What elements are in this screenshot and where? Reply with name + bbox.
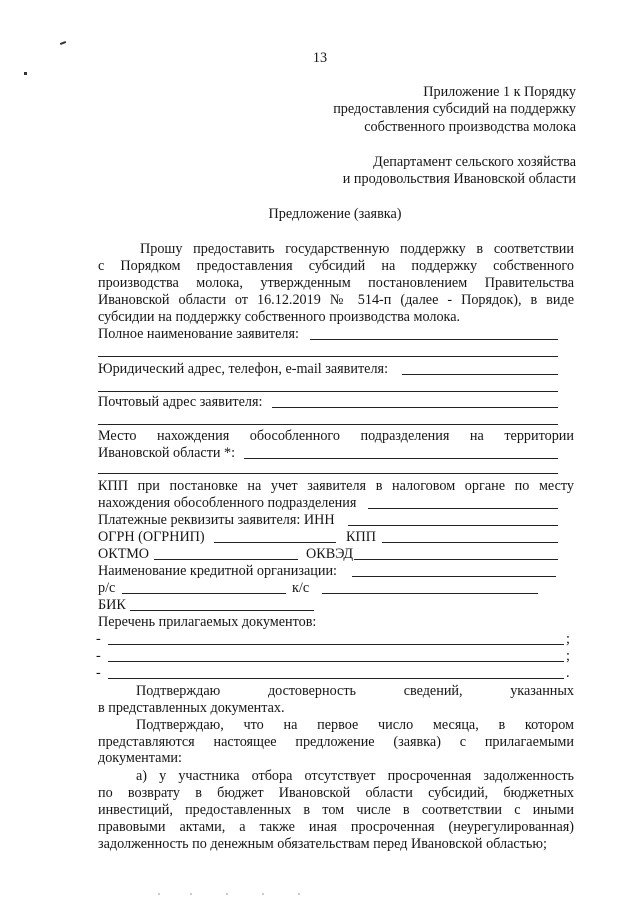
- subdivision-location-field[interactable]: [244, 458, 558, 459]
- intro-line-3: производства молока, утвержденным постановлением Правительства: [98, 275, 574, 291]
- annex-line-3: собственного производства молока: [364, 119, 576, 135]
- kpp-field[interactable]: [382, 542, 558, 543]
- confirmation-1-line-2: в представленных документах.: [98, 700, 285, 716]
- legal-address-field[interactable]: [402, 374, 558, 375]
- confirmation-2-line-2: представляются настоящее предложение (заявка) с прилагаемыми: [98, 734, 574, 750]
- scan-bleed: [190, 893, 192, 895]
- payment-inn-label: Платежные реквизиты заявителя: ИНН: [98, 512, 335, 528]
- annex-line-2: предоставления субсидий на поддержку: [333, 101, 576, 117]
- kpp-label: КПП: [346, 529, 376, 545]
- documents-list-label: Перечень прилагаемых документов:: [98, 614, 317, 630]
- okved-label: ОКВЭД: [306, 546, 354, 562]
- bank-name-label: Наименование кредитной организации:: [98, 563, 337, 579]
- scan-bleed: [158, 893, 160, 895]
- rs-label: р/с: [98, 580, 116, 596]
- confirmation-2-line-3: документами:: [98, 750, 182, 766]
- list-dash: -: [96, 665, 101, 681]
- confirmation-3-line-2: по возврату в бюджет Ивановской области субсидий, бюджетных: [98, 785, 574, 801]
- bik-label: БИК: [98, 597, 126, 613]
- confirmation-3-line-3: инвестиций, предоставленных в том числе в соответствии с иными: [98, 802, 574, 818]
- full-name-field[interactable]: [310, 339, 558, 340]
- legal-address-label: Юридический адрес, телефон, e-mail заявителя:: [98, 361, 389, 377]
- legal-address-field-continued[interactable]: [98, 391, 558, 392]
- confirmation-2-line-1: Подтверждаю, что на первое число месяца, в котором: [136, 717, 574, 733]
- scan-bleed: [298, 893, 300, 895]
- intro-line-2: с Порядком предоставления субсидий на поддержку собственного: [98, 258, 574, 274]
- scan-speck: [24, 72, 27, 75]
- confirmation-3-line-5: задолженность по денежным обязательствам перед Ивановской областью;: [98, 836, 547, 852]
- postal-address-field-continued[interactable]: [98, 424, 558, 425]
- page-number: 13: [312, 50, 328, 66]
- rs-field[interactable]: [122, 593, 286, 594]
- ks-label: к/с: [292, 580, 310, 596]
- bank-name-field[interactable]: [352, 576, 556, 577]
- list-dash: -: [96, 648, 101, 664]
- ogrn-label: ОГРН (ОГРНИП): [98, 529, 205, 545]
- kpp-registration-label-line-1: КПП при постановке на учет заявителя в налоговом органе по месту: [98, 478, 574, 494]
- oktmo-field[interactable]: [154, 559, 298, 560]
- scan-speck: [60, 41, 66, 45]
- inn-field[interactable]: [348, 525, 558, 526]
- full-name-field-continued[interactable]: [98, 356, 558, 357]
- scan-bleed: [226, 893, 228, 895]
- ogrn-field[interactable]: [214, 542, 336, 543]
- confirmation-3-line-1: а) у участника отбора отсутствует просроченная задолженность: [136, 768, 574, 784]
- intro-line-1: Прошу предоставить государственную поддержку в соответствии: [140, 241, 574, 257]
- postal-address-field[interactable]: [272, 407, 558, 408]
- recipient-line-2: и продовольствия Ивановской области: [342, 171, 576, 187]
- subdivision-location-label-line-1: Место нахождения обособленного подразделения на территории: [98, 428, 574, 444]
- document-title: Предложение (заявка): [268, 206, 402, 222]
- annex-line-1: Приложение 1 к Порядку: [423, 84, 576, 100]
- intro-line-4: Ивановской области от 16.12.2019 № 514-п (далее - Порядок), в виде: [98, 292, 574, 308]
- list-end-period: .: [566, 665, 570, 681]
- confirmation-3-line-4: правовыми актами, а также иная просроченная (неурегулированная): [98, 819, 574, 835]
- oktmo-label: ОКТМО: [98, 546, 150, 562]
- document-item-field[interactable]: [108, 678, 564, 679]
- subdivision-location-field-continued[interactable]: [98, 473, 558, 474]
- list-end-semicolon: ;: [566, 648, 570, 664]
- scan-bleed: [262, 893, 264, 895]
- full-name-label: Полное наименование заявителя:: [98, 326, 299, 342]
- kpp-registration-field[interactable]: [368, 508, 558, 509]
- postal-address-label: Почтовый адрес заявителя:: [98, 394, 263, 410]
- confirmation-1-line-1: Подтверждаю достоверность сведений, указанных: [136, 683, 574, 699]
- list-end-semicolon: ;: [566, 631, 570, 647]
- ks-field[interactable]: [322, 593, 538, 594]
- document-item-field[interactable]: [108, 644, 564, 645]
- recipient-line-1: Департамент сельского хозяйства: [373, 154, 576, 170]
- subdivision-location-label-line-2: Ивановской области *:: [98, 445, 236, 461]
- intro-line-5: субсидии на поддержку собственного производства молока.: [98, 309, 461, 325]
- kpp-registration-label-line-2: нахождения обособленного подразделения: [98, 495, 357, 511]
- document-item-field[interactable]: [108, 661, 564, 662]
- okved-field[interactable]: [354, 559, 558, 560]
- list-dash: -: [96, 631, 101, 647]
- bik-field[interactable]: [130, 610, 314, 611]
